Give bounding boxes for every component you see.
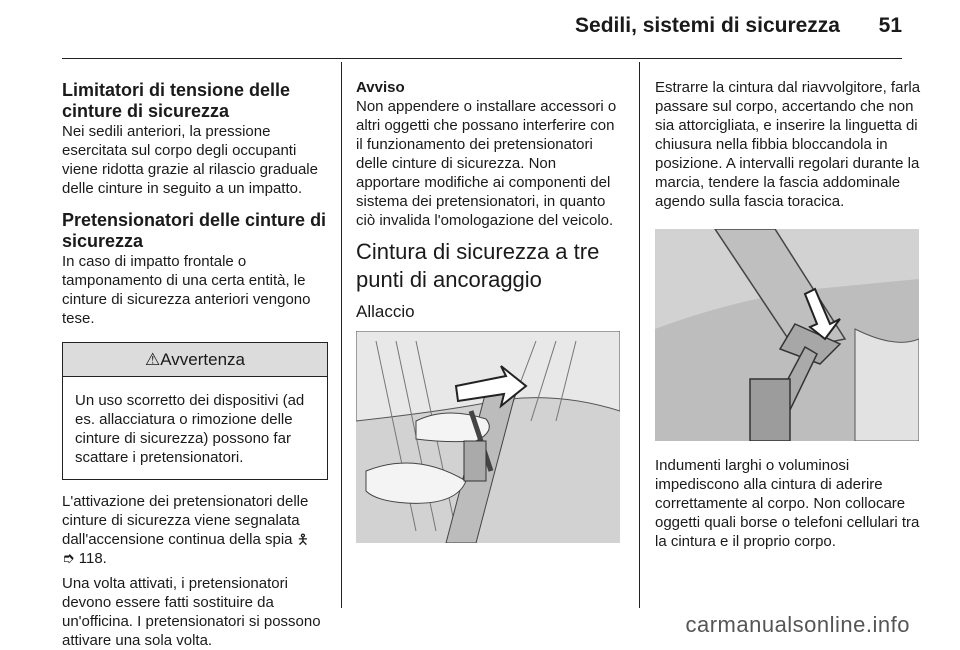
column-3 <box>655 78 921 551</box>
page-header-title: Sedili, sistemi di sicurezza <box>575 14 840 37</box>
column-1 <box>62 80 328 650</box>
warning-triangle-icon: ⚠ <box>145 350 161 369</box>
paragraph-pretensionatori: In caso di impatto frontale o tamponamento di una certa entità, le cinture di sicurezza anteriori vengono tese. <box>62 253 311 327</box>
warning-title: Avvertenza <box>160 350 245 369</box>
warning-header <box>63 343 327 377</box>
paragraph-attivazione <box>62 492 328 568</box>
header-rule <box>62 58 902 59</box>
heading-allaccio: Allaccio <box>356 302 415 321</box>
avviso-text: Non appendere o installare accessori o altri oggetti che possano interferire con il funzionamento dei pretensionatori delle cinture di sicurezza. Non apportare modifiche ai componenti del sistema dei pretensionatori, in quanto ciò invalida l'omologazione del veicolo. <box>356 98 617 229</box>
seatbelt-warning-icon: 🯅 <box>296 531 310 547</box>
heading-pretensionatori: Pretensionatori delle cinture di sicurezza <box>62 210 327 251</box>
warning-box <box>62 342 328 480</box>
paragraph-estrarre: Estrarre la cintura dal riavvolgitore, farla passare sul corpo, accertando che non sia attorcigliata, e inserire la linguetta di chiusura nella fibbia bloccandola in posizione. A intervalli regolari durante la marcia, tendere la fascia addominale agendo sulla fascia toracica. <box>655 79 921 210</box>
page-number: 51 <box>878 14 902 37</box>
column-divider <box>341 62 342 608</box>
page-ref-arrow-icon: ➮ <box>62 550 75 567</box>
warning-text: Un uso scorretto dei dispositivi (ad es. allacciatura o rimozione delle cinture di sicurezza) possono far scattare i pretensionatori. <box>75 392 305 466</box>
column-divider <box>639 62 640 608</box>
heading-limitatori: Limitatori di tensione delle cinture di sicurezza <box>62 80 291 121</box>
avviso-title: Avviso <box>356 79 405 96</box>
watermark: carmanualsonline.info <box>685 612 910 637</box>
paragraph-limitatori: Nei sedili anteriori, la pressione esercitata sul corpo degli occupanti viene ridotta grazie al rilascio graduale delle cinture in seguito a un impatto. <box>62 123 318 197</box>
page-ref-118[interactable]: 118. <box>78 550 107 567</box>
column-2 <box>356 78 624 548</box>
paragraph-indumenti: Indumenti larghi o voluminosi impediscono alla cintura di aderire correttamente al corpo. Non collocare oggetti quali borse o telefoni cellulari tra la cintura e il proprio corpo. <box>655 457 920 550</box>
heading-cintura: Cintura di sicurezza a tre punti di ancoraggio <box>356 239 600 292</box>
attivazione-text: L'attivazione dei pretensionatori delle cinture di sicurezza viene segnalata dall'accensione continua della spia <box>62 493 309 548</box>
illustration-fastening-belt <box>356 331 620 543</box>
illustration-buckle-latch <box>655 229 919 441</box>
paragraph-sostituzione: Una volta attivati, i pretensionatori devono essere fatti sostituire da un'officina. I pretensionatori si possono attivare una sola volta. <box>62 575 321 649</box>
